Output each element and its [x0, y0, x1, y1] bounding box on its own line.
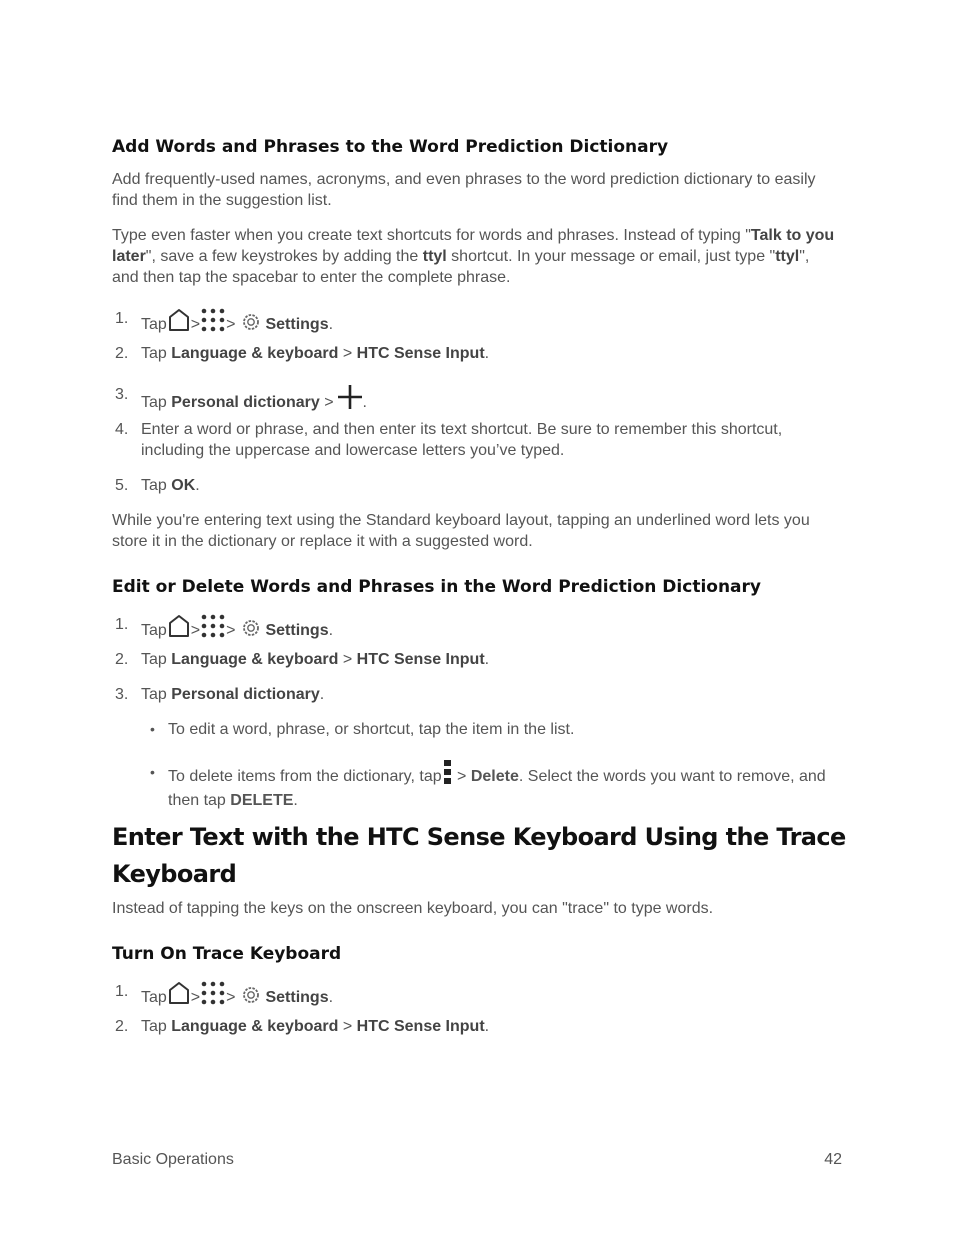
plus-icon — [337, 384, 363, 416]
settings-gear-icon — [241, 985, 261, 1011]
paragraph: Instead of tapping the keys on the onscreen keyboard, you can "trace" to type words. — [112, 900, 714, 917]
home-icon — [167, 308, 191, 338]
settings-gear-icon — [241, 312, 261, 338]
apps-grid-icon — [200, 308, 226, 338]
document-page: Add Words and Phrases to the Word Prediction Dictionary Add frequently-used names, acronyms, and even phrases to the word prediction dictionary to easily find them in the suggestion list. Type even faster when you create text shortcuts for words and phrases. Instead of typing "Talk to you later", save a few keystrokes by adding the ttyl shortcut. In your message or email, just type "ttyl", and then tap the spacebar to enter the complete phrase. 1. Tap > > Settings. 2. Tap Language & keyboard > HTC Sense Input. 3. Tap Personal dictionary > . 4. Enter a word or phrase, and then enter its text shortcut. Be sure to remember this shortcut, including the uppercase and lowercase letters you’ve typed. 5. Tap OK. While you're entering text using the Standard keyboard layout, tapping an underlined word lets you store it in the dictionary or replace it with a suggested word. Edit or Delete Words and Phrases in the Word Prediction Dictionary 1. Tap > > Settings. 2. Tap Language & keyboard > HTC Sense Input. 3. Tap Personal dictionary. • To edit a word, phrase, or shortcut, tap the item in the list. • To delete items from the dictionary, tap > Delete. Select the words you want to remove, and then tap DELETE. Enter Text with the HTC Sense Keyboard Using the Trace Keyboard Instead of tapping the keys on the onscreen keyboard, you can "trace" to type words. Turn On Trace Keyboard 1. Tap > > Settings. 2. Tap Language & keyboard > HTC Sense Input. Basic Operations 42 — [0, 0, 954, 1235]
apps-grid-icon — [200, 981, 226, 1011]
paragraph: While you're entering text using the Standard keyboard layout, tapping an underlined word lets you store it in the dictionary or replace it with a suggested word. — [112, 512, 810, 550]
chapter-heading: Enter Text with the HTC Sense Keyboard Using the Trace Keyboard — [112, 823, 846, 888]
apps-grid-icon — [200, 614, 226, 644]
footer-page-number: 42 — [824, 1151, 842, 1168]
home-icon — [167, 981, 191, 1011]
paragraph: Add frequently-used names, acronyms, and even phrases to the word prediction dictionary to easily find them in the suggestion list. — [112, 171, 816, 209]
section-heading: Turn On Trace Keyboard — [112, 944, 342, 964]
home-icon — [167, 614, 191, 644]
section-heading: Edit or Delete Words and Phrases in the Word Prediction Dictionary — [112, 577, 761, 597]
settings-gear-icon — [241, 618, 261, 644]
more-vertical-icon — [443, 760, 453, 790]
section-heading: Add Words and Phrases to the Word Prediction Dictionary — [112, 137, 669, 157]
paragraph: Type even faster when you create text shortcuts for words and phrases. Instead of typing "Talk to you later", save a few keystrokes by adding the ttyl shortcut. In your message or email, just type "ttyl", and then tap the spacebar to enter the complete phrase. — [112, 227, 835, 286]
footer-section-name: Basic Operations — [112, 1151, 234, 1168]
